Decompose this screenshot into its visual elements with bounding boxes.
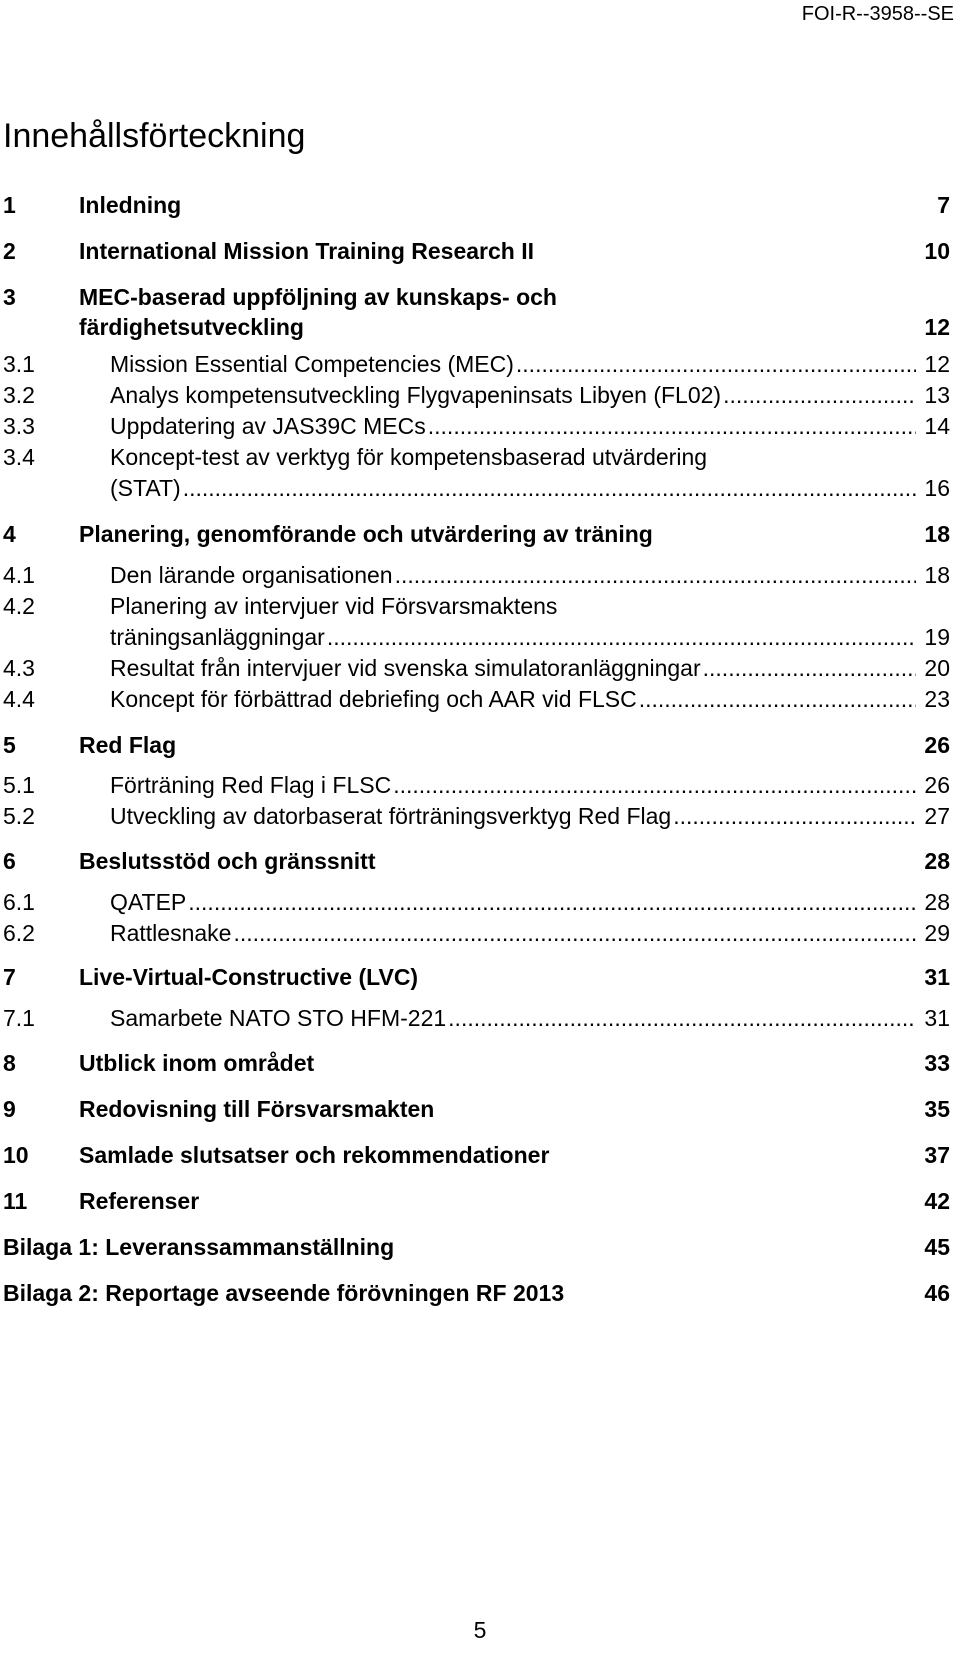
toc-page: 12 [924, 351, 950, 377]
toc-subentry[interactable] [3, 380, 950, 410]
toc-title: Beslutsstöd och gränssnitt [79, 848, 376, 874]
dot-leader [183, 473, 916, 503]
toc-title: Redovisning till Försvarsmakten [79, 1096, 435, 1122]
toc-page: 18 [924, 521, 950, 547]
toc-subentry[interactable] [3, 918, 950, 948]
toc-entry[interactable] [3, 236, 950, 266]
toc-page: 13 [924, 382, 950, 408]
toc-number: 11 [3, 1188, 28, 1214]
toc-number: 7.1 [3, 1005, 35, 1031]
toc-page: 33 [924, 1050, 950, 1076]
toc-page: 46 [924, 1280, 950, 1306]
toc-page: 10 [924, 238, 950, 264]
dot-leader [448, 1003, 916, 1033]
toc-title: Den lärande organisationen [110, 562, 393, 588]
toc-subentry[interactable] [3, 684, 950, 714]
toc-page: 26 [924, 772, 950, 798]
toc-number: 10 [3, 1142, 29, 1168]
toc-number: 1 [3, 192, 16, 218]
toc-title: Bilaga 2: Reportage avseende förövningen RF 2013 [3, 1280, 565, 1306]
toc-title: Planering, genomförande och utvärdering av träning [79, 521, 653, 547]
toc-subentry-continuation[interactable] [3, 473, 950, 503]
toc-subentry[interactable] [3, 887, 950, 917]
toc-page: 37 [924, 1142, 950, 1168]
toc-entry[interactable] [3, 730, 950, 760]
toc-subentry[interactable] [3, 411, 950, 441]
toc-title: Inledning [79, 192, 182, 218]
dot-leader [395, 560, 916, 590]
dot-leader [516, 349, 916, 379]
toc-page: 20 [924, 655, 950, 681]
toc-page: 28 [924, 889, 950, 915]
document-id: FOI-R--3958--SE [801, 3, 954, 25]
toc-title: träningsanläggningar [110, 624, 325, 650]
toc-page: 18 [924, 562, 950, 588]
toc-page: 31 [924, 964, 950, 990]
toc-title: Samarbete NATO STO HFM-221 [110, 1005, 447, 1031]
dot-leader [428, 411, 916, 441]
toc-title: Koncept-test av verktyg för kompetensbaserad utvärdering [110, 444, 708, 470]
toc-entry[interactable] [3, 846, 950, 876]
toc-number: 5.1 [3, 772, 35, 798]
toc-number: 2 [3, 238, 16, 264]
toc-page: 26 [924, 732, 950, 758]
toc-page: 7 [937, 192, 950, 218]
toc-title: Red Flag [79, 732, 177, 758]
toc-page: 35 [924, 1096, 950, 1122]
toc-entry[interactable] [3, 1094, 950, 1124]
toc-subentry[interactable] [3, 1003, 950, 1033]
toc-subentry[interactable] [3, 653, 950, 683]
toc-title: Bilaga 1: Leveranssammanställning [3, 1234, 395, 1260]
toc-number: 5 [3, 732, 16, 758]
toc-number: 5.2 [3, 803, 35, 829]
toc-title: Analys kompetensutveckling Flygvapeninsats Libyen (FL02) [110, 382, 722, 408]
toc-number: 7 [3, 964, 16, 990]
toc-title: Live-Virtual-Constructive (LVC) [79, 964, 419, 990]
toc-number: 4 [3, 521, 16, 547]
toc-title: Utblick inom området [79, 1050, 315, 1076]
toc-entry[interactable] [3, 1186, 950, 1216]
page-number: 5 [473, 1617, 487, 1643]
toc-number: 4.4 [3, 686, 35, 712]
toc-title: International Mission Training Research II [79, 238, 534, 264]
toc-title: MEC-baserad uppföljning av kunskaps- och [79, 284, 557, 310]
toc-page: 29 [924, 920, 950, 946]
toc-title: Förträning Red Flag i FLSC [110, 772, 392, 798]
toc-title: Rattlesnake [110, 920, 232, 946]
toc-number: 4.1 [3, 562, 35, 588]
toc-page: 31 [924, 1005, 950, 1031]
toc-number: 9 [3, 1096, 16, 1122]
dot-leader [233, 918, 916, 948]
toc-number: 6 [3, 848, 16, 874]
toc-entry[interactable] [3, 190, 950, 220]
toc-entry[interactable] [3, 282, 950, 312]
toc-appendix-entry[interactable] [3, 1278, 950, 1308]
toc-page: 16 [924, 475, 950, 501]
toc-number: 6.1 [3, 889, 35, 915]
dot-leader [673, 801, 916, 831]
dot-leader [723, 380, 916, 410]
toc-title: QATEP [110, 889, 187, 915]
page-title: Innehållsförteckning [3, 117, 306, 155]
toc-number: 3.3 [3, 413, 35, 439]
toc-number: 4.3 [3, 655, 35, 681]
toc-number: 3 [3, 284, 16, 310]
toc-entry[interactable] [3, 1048, 950, 1078]
toc-number: 8 [3, 1050, 16, 1076]
toc-page: 12 [924, 314, 950, 340]
toc-number: 3.4 [3, 444, 35, 470]
toc-entry[interactable] [3, 962, 950, 992]
toc-number: 3.1 [3, 351, 35, 377]
toc-title: (STAT) [110, 475, 181, 501]
toc-subentry[interactable] [3, 801, 950, 831]
toc-page: 45 [924, 1234, 950, 1260]
toc-entry-continuation[interactable] [3, 312, 950, 342]
dot-leader [703, 653, 916, 683]
toc-subentry[interactable] [3, 560, 950, 590]
toc-title: färdighetsutveckling [79, 314, 304, 340]
toc-subentry[interactable] [3, 770, 950, 800]
toc-subentry[interactable] [3, 442, 950, 472]
toc-title: Samlade slutsatser och rekommendationer [79, 1142, 550, 1168]
toc-entry[interactable] [3, 1140, 950, 1170]
toc-page: 14 [924, 413, 950, 439]
toc-title: Planering av intervjuer vid Försvarsmaktens [110, 593, 558, 619]
toc-subentry[interactable] [3, 591, 950, 621]
toc-page: 19 [924, 624, 950, 650]
dot-leader [393, 770, 916, 800]
toc-title: Koncept för förbättrad debriefing och AAR vid FLSC [110, 686, 637, 712]
dot-leader [327, 622, 916, 652]
toc-page: 23 [924, 686, 950, 712]
toc-page: 27 [924, 803, 950, 829]
toc-number: 6.2 [3, 920, 35, 946]
toc-entry[interactable] [3, 519, 950, 549]
toc-title: Resultat från intervjuer vid svenska simulatoranläggningar [110, 655, 701, 681]
toc-title: Uppdatering av JAS39C MECs [110, 413, 426, 439]
toc-appendix-entry[interactable] [3, 1232, 950, 1262]
toc-page: 42 [924, 1188, 950, 1214]
dot-leader [639, 684, 916, 714]
toc-page: 28 [924, 848, 950, 874]
toc-number: 3.2 [3, 382, 35, 408]
toc-subentry-continuation[interactable] [3, 622, 950, 652]
toc-title: Mission Essential Competencies (MEC) [110, 351, 514, 377]
toc-title: Referenser [79, 1188, 200, 1214]
toc-title: Utveckling av datorbaserat förträningsverktyg Red Flag [110, 803, 672, 829]
toc-number: 4.2 [3, 593, 35, 619]
dot-leader [188, 887, 916, 917]
toc-subentry[interactable] [3, 349, 950, 379]
